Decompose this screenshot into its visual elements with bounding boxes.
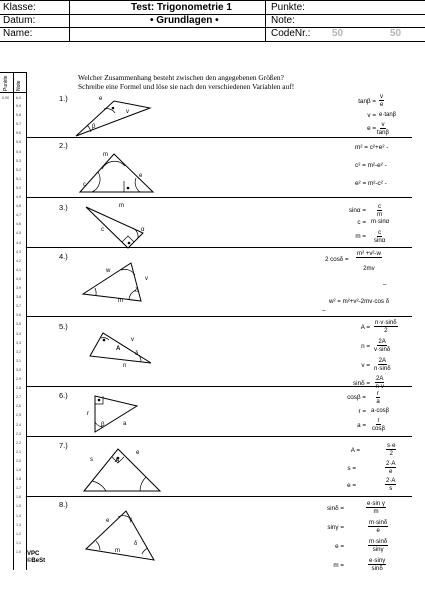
grade-scale-tick: 5,8 [16, 113, 21, 118]
denominator: sinα [374, 237, 386, 244]
grade-scale-tick: 2,3 [16, 431, 21, 436]
grade-scale-tick: 2,1 [16, 449, 21, 454]
formula-lhs: c = [357, 219, 366, 226]
logo-line-1: VPC [27, 551, 40, 557]
numerator: 2A [378, 357, 387, 364]
numerator: n·v·sinδ [375, 319, 397, 326]
numerator: c [378, 203, 382, 210]
formula-fraction [368, 557, 386, 572]
formula-rhs: m·sinα [371, 219, 390, 225]
grade-scale-tick: 3,7 [16, 304, 21, 309]
grade-scale-tick: 1,9 [16, 468, 21, 472]
grade-scale-tick: 3,3 [16, 340, 21, 345]
numerator: s·e [387, 442, 396, 449]
task-number: 5.) [59, 322, 68, 331]
area-label: A [116, 346, 121, 352]
grade-scale-tick: 1,7 [16, 486, 21, 491]
logo-line-2: ©BeSt [27, 558, 46, 564]
grade-scale-tick: 2,4 [16, 422, 21, 427]
grade-scale-tick: 1,6 [16, 495, 21, 500]
grade-scale-tick: 4,9 [16, 195, 21, 199]
instructions [78, 73, 408, 91]
formula-lhs: sinγ = [327, 524, 344, 531]
grade-scale-tick: 4,4 [16, 240, 21, 245]
formula-lhs: v = [367, 112, 376, 119]
task-number: 3.) [59, 203, 68, 212]
grade-scale-tick: 5,0 [16, 185, 21, 190]
formula-fraction [374, 357, 391, 372]
denominator: e [379, 101, 384, 108]
grade-scale-tick: 5,6 [16, 131, 21, 136]
grade-scale-tick: 2,7 [16, 395, 21, 400]
var-label: δ [135, 288, 139, 294]
formula-line: m² = c²+e² - [355, 144, 389, 151]
formula-rhs: e·tanβ [379, 112, 397, 118]
var-label: δ [134, 541, 138, 547]
formula-lhs: cosβ = [347, 394, 366, 401]
var-label: e [136, 450, 140, 456]
formula-lhs: A = [350, 447, 360, 454]
var-label: s [90, 457, 93, 463]
grade-scale-tick: 3,8 [16, 295, 21, 300]
grade-scale-tick: 2,9 [16, 377, 21, 381]
task-separator [27, 197, 412, 198]
triangle-figure-7 [78, 443, 168, 495]
formula-fraction [385, 477, 396, 492]
grade-scale-tick: 3,6 [16, 313, 21, 318]
var-label: m [115, 548, 120, 554]
formula-fraction [376, 390, 380, 405]
denominator: n·sinδ [374, 365, 391, 372]
numerator: m² +v²-w [357, 250, 381, 257]
var-label: α [141, 227, 145, 233]
numerator: m·sinδ [369, 519, 388, 526]
tick-top-right: 6,0 [16, 96, 21, 100]
grade-scale-tick: 1,1 [16, 540, 21, 545]
grade-scale-tick: 3,4 [16, 331, 21, 336]
formula-fraction [372, 417, 385, 432]
formula-fraction [374, 338, 390, 353]
grade-scale-tick: 2,6 [16, 404, 21, 409]
grade-scale-tick: 4,2 [16, 258, 21, 263]
grade-scale-tick: 1,8 [16, 477, 21, 482]
formula-dash: – [322, 307, 326, 314]
formula-lhs: v = [361, 362, 370, 369]
denominator: 2 [384, 327, 388, 334]
formula-dash: – [383, 281, 387, 288]
grade-scale-tick: 3,9 [16, 286, 21, 290]
formula-line: w² = m²+v²-2mv·cos δ [329, 298, 390, 305]
task-number: 2.) [59, 141, 68, 150]
formula-lhs: e = [347, 482, 356, 489]
formula-fraction [379, 93, 384, 108]
numerator: c [378, 229, 382, 236]
points-total-b: 50 [390, 28, 402, 39]
grade-scale-tick: 2,5 [16, 413, 21, 418]
denominator: sinγ [372, 546, 384, 553]
formula-lhs: e = [367, 125, 376, 132]
denominator: n·v [375, 383, 384, 390]
denominator: e [389, 468, 393, 475]
denominator: m [373, 508, 379, 515]
grade-scale-tick: 4,0 [16, 276, 21, 281]
test-title: Test: Trigonometrie 1 [131, 2, 232, 13]
formula-lhs: m = [333, 562, 344, 569]
grade-scale-tick: 4,1 [16, 267, 21, 272]
grade-scale-tick: 1,4 [16, 513, 21, 518]
var-label: a [123, 421, 127, 427]
formula-lhs: sinα = [348, 207, 366, 214]
task-separator [27, 316, 412, 317]
var-label: e [106, 518, 110, 524]
var-label: n [123, 363, 127, 369]
formula-fraction [374, 319, 398, 334]
formula-fraction [356, 250, 382, 272]
header-divider-2 [265, 0, 266, 42]
var-label: e [139, 173, 143, 179]
numerator: e·sinγ [369, 557, 386, 564]
triangle-figure-6 [85, 390, 155, 438]
denominator: v·sinδ [374, 346, 391, 353]
var-label: w [106, 268, 111, 274]
numerator: 2·A [386, 477, 396, 484]
grade-scale-tick: 2,2 [16, 440, 21, 445]
tick-top-left: 0,00 [2, 96, 9, 100]
grade-scale-tick: 3,2 [16, 349, 21, 354]
var-label: r [87, 411, 89, 417]
grade-scale-tick: 1,3 [16, 522, 21, 527]
denominator: 2mv [363, 265, 375, 272]
numerator: e·sin γ [367, 500, 385, 507]
publisher-logo [27, 551, 45, 565]
var-label: e [99, 96, 103, 102]
grade-scale-tick: 5,3 [16, 158, 21, 163]
grade-scale-tick: 2,8 [16, 386, 21, 391]
var-label: β [101, 422, 105, 428]
task-separator [27, 496, 412, 497]
formula-rhs: a·cosβ [371, 408, 390, 414]
formula-fraction [368, 538, 388, 553]
numerator: v [381, 121, 385, 128]
denominator: sinδ [371, 565, 383, 572]
grade-scale-tick: 5,9 [16, 104, 21, 108]
var-label: v [126, 109, 129, 115]
header-rule-2 [0, 27, 425, 28]
formula-fraction [375, 375, 384, 390]
test-header [0, 0, 425, 72]
formula-fraction [377, 121, 389, 136]
note-column-header: Note [16, 80, 22, 91]
numerator: 2A [378, 338, 386, 345]
grade-scale-tick: 3,0 [16, 367, 21, 372]
grade-scale-tick: 5,2 [16, 167, 21, 172]
grade-scale-tick: 4,5 [16, 231, 21, 236]
punkte-label: Punkte: [271, 2, 305, 13]
formula-fraction [385, 460, 396, 475]
var-label: v [145, 276, 148, 282]
grade-scale-tick: 5,7 [16, 122, 21, 127]
header-top-rule [0, 0, 425, 1]
var-label: m [103, 152, 108, 158]
triangle-figure-3 [70, 200, 160, 250]
numerator: r [377, 417, 380, 424]
task-number: 6.) [59, 391, 68, 400]
triangle-figure-1 [70, 95, 160, 140]
triangle-figure-4 [75, 255, 165, 315]
header-rule-1 [0, 14, 425, 15]
grade-scale-tick: 4,8 [16, 204, 21, 209]
codenr-label: CodeNr.: [271, 28, 311, 39]
note-label: Note: [271, 15, 295, 26]
formula-fraction [374, 229, 385, 244]
header-rule-3 [0, 41, 425, 42]
grade-scale-tick: 4,3 [16, 249, 21, 254]
name-label: Name: [3, 28, 33, 39]
formula-fraction [366, 500, 386, 515]
instruction-line-1: Welcher Zusammenhang besteht zwischen den angegebenen Größen? [78, 73, 284, 82]
var-label: m [119, 203, 124, 209]
header-divider-1 [69, 0, 70, 42]
side-column-divider [13, 72, 14, 570]
grade-scale-tick: 2,0 [16, 458, 21, 463]
grade-scale-tick: 1,0 [16, 549, 21, 554]
formula-fraction [377, 203, 382, 218]
var-label: γ [129, 517, 132, 523]
formula-lhs: n = [361, 343, 370, 350]
numerator: m·sinδ [369, 538, 388, 545]
grade-scale-tick: 4,7 [16, 213, 21, 218]
grade-scale-tick: 4,6 [16, 222, 21, 227]
denominator: 2 [389, 450, 393, 457]
denominator: a [376, 398, 380, 405]
klasse-label: Klasse: [3, 2, 36, 13]
task-number: 1.) [59, 94, 68, 103]
formula-line: c² = m²-e² - [355, 162, 387, 169]
task-number: 4.) [59, 252, 68, 261]
test-subtitle: • Grundlagen • [150, 15, 219, 26]
triangle-figure-8 [80, 503, 170, 563]
var-label: c [101, 227, 104, 233]
formula-fraction [386, 442, 396, 457]
formula-lhs: m = [355, 233, 366, 240]
numerator: r [377, 390, 380, 397]
grade-scale-tick: 1,5 [16, 504, 21, 509]
denominator: tanβ [377, 129, 389, 136]
punkte-column-header: Punkte [3, 75, 9, 91]
numerator: 2·A [386, 460, 396, 467]
grade-scale-tick: 5,5 [16, 140, 21, 145]
denominator: m [377, 211, 383, 218]
numerator: v [380, 93, 384, 100]
formula-lhs: 2 cosδ = [325, 256, 349, 263]
var-label: v [131, 337, 134, 343]
var-label: δ [135, 351, 139, 357]
points-total-a: 50 [332, 28, 344, 39]
area-label: A [115, 458, 120, 464]
datum-label: Datum: [3, 15, 36, 26]
grade-scale-tick: 1,2 [16, 531, 21, 536]
formula-lhs: sinδ = [327, 505, 344, 512]
grade-scale-tick: 3,5 [16, 322, 21, 327]
formula-lhs: s = [347, 465, 356, 472]
task-number: 7.) [59, 441, 68, 450]
numerator: 2A [376, 375, 384, 382]
var-label: m [118, 298, 123, 304]
formula-fraction [368, 519, 388, 534]
formula-lhs: A = [360, 324, 370, 331]
formula-line: e² = m²-c² - [355, 180, 387, 187]
denominator: e [376, 527, 380, 534]
task-number: 8.) [59, 500, 68, 509]
instruction-line-2: Schreibe eine Formel und löse sie nach den verschiedenen Variablen auf! [78, 82, 295, 91]
side-column-head-rule [0, 92, 27, 93]
grade-scale-tick: 3,1 [16, 358, 21, 363]
formula-lhs: a = [357, 422, 366, 429]
grade-scale-tick: 5,4 [16, 149, 21, 154]
denominator: s [389, 485, 393, 492]
formula-lhs: r = [358, 408, 366, 415]
denominator: cosβ [372, 425, 385, 432]
grade-scale-tick: 5,1 [16, 176, 21, 181]
var-label: β [92, 124, 96, 130]
formula-lhs: tanβ = [358, 98, 376, 105]
formula-lhs: e = [335, 543, 344, 550]
var-label: c [83, 182, 86, 188]
formula-lhs: sinδ = [353, 380, 370, 387]
